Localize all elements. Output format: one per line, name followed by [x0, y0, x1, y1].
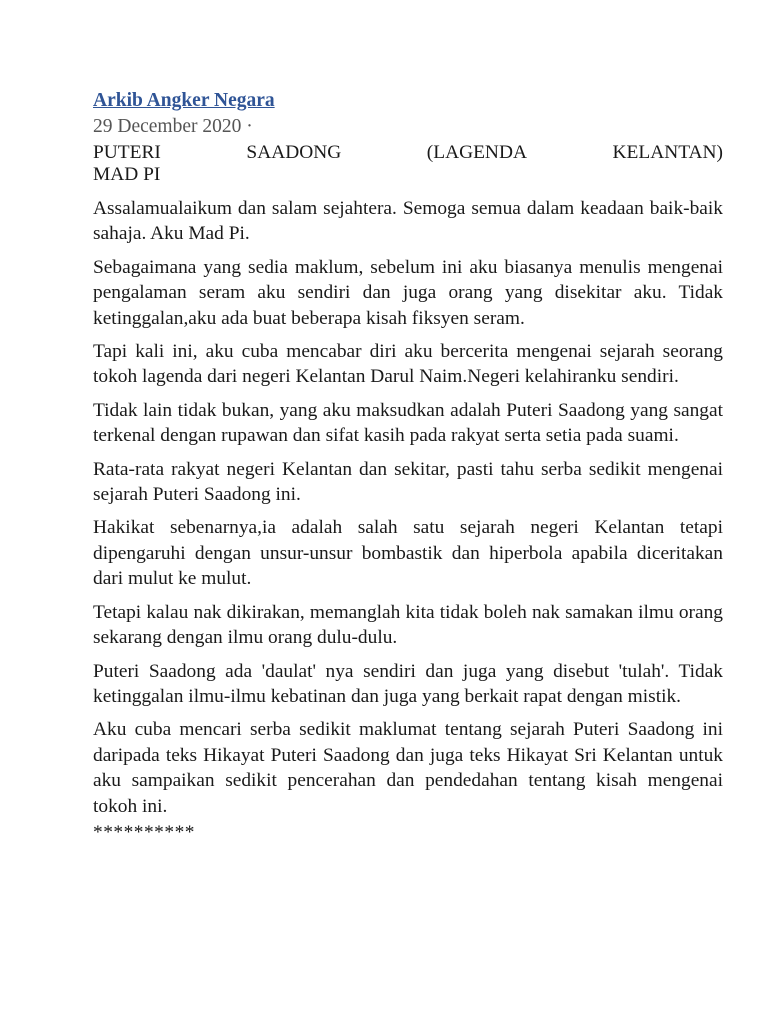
paragraph: Puteri Saadong ada 'daulat' nya sendiri dan juga yang disebut 'tulah'. Tidak ketinggalan ilmu-ilmu kebatinan dan juga yang berkait rapat dengan mistik.	[93, 660, 723, 707]
paragraph: Rata-rata rakyat negeri Kelantan dan sekitar, pasti tahu serba sedikit mengenai sejarah Puteri Saadong ini.	[93, 458, 723, 506]
document-page	[93, 88, 723, 845]
post-date: 29 December 2020 ·	[93, 116, 253, 137]
paragraph: Hakikat sebenarnya,ia adalah salah satu sejarah negeri Kelantan tetapi dipengaruhi dengan unsur-unsur bombastik dan hiperbola apabila diceritakan dari mulut ke mulut.	[93, 517, 723, 590]
post-title	[93, 142, 723, 186]
paragraph: Tidak lain tidak bukan, yang aku maksudkan adalah Puteri Saadong yang sangat terkenal dengan rupawan dan sifat kasih pada rakyat serta setia pada suami.	[93, 399, 723, 447]
paragraph: Tapi kali ini, aku cuba mencabar diri aku bercerita mengenai sejarah seorang tokoh lagenda dari negeri Kelantan Darul Naim.Negeri kelahiranku sendiri.	[93, 341, 723, 388]
author-link[interactable]: Arkib Angker Negara	[93, 90, 275, 111]
paragraph: Assalamualaikum dan salam sejahtera. Semoga semua dalam keadaan baik-baik sahaja. Aku Mad Pi.	[93, 198, 723, 245]
paragraph: Sebagaimana yang sedia maklum, sebelum ini aku biasanya menulis mengenai pengalaman seram aku sendiri dan juga orang yang disekitar aku. Tidak ketinggalan,aku ada buat beberapa kisah fiksyen seram.	[93, 256, 723, 329]
title-word: (LAGENDA	[426, 142, 527, 163]
title-word: KELANTAN)	[612, 142, 723, 163]
title-word: SAADONG	[246, 142, 342, 163]
title-line-2: MAD PI	[93, 164, 161, 185]
paragraph: Aku cuba mencari serba sedikit maklumat tentang sejarah Puteri Saadong ini daripada teks Hikayat Puteri Saadong dan juga teks Hikayat Sri Kelantan untuk aku sampaikan sedikit pencerahan dan pendedahan tentang kisah mengenai tokoh ini.	[93, 719, 723, 817]
separator-stars: **********	[93, 821, 195, 843]
title-line-1	[93, 142, 723, 164]
title-word: PUTERI	[93, 142, 161, 163]
paragraph: Tetapi kalau nak dikirakan, memanglah kita tidak boleh nak samakan ilmu orang sekarang dengan ilmu orang dulu-dulu.	[93, 601, 723, 649]
